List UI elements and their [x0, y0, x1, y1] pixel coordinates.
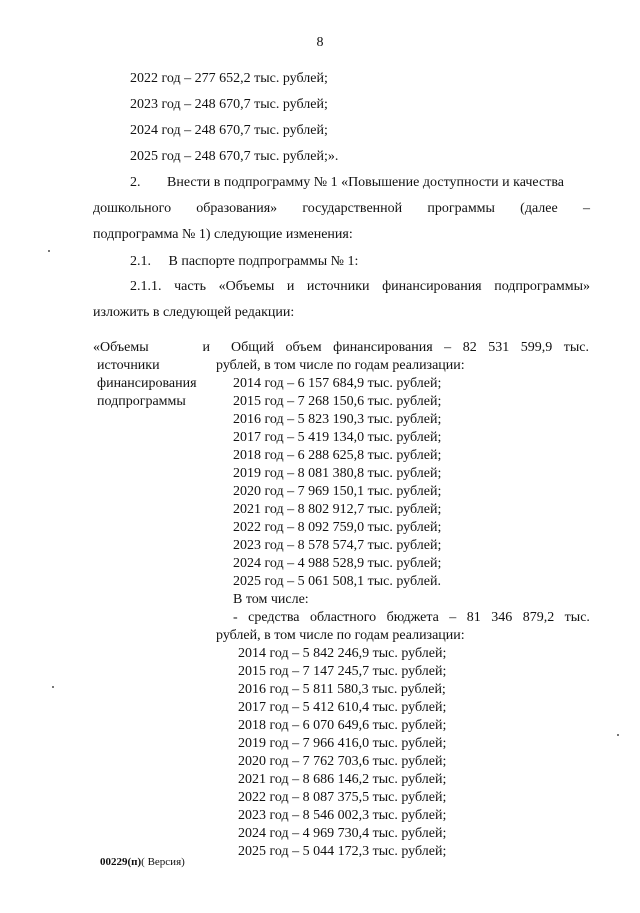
total-year-line: 2016 год – 5 823 190,3 тыс. рублей; [233, 412, 442, 427]
total-year-line: 2023 год – 8 578 574,7 тыс. рублей; [233, 538, 442, 553]
word: дошкольного [93, 201, 172, 216]
regional-year-line: 2014 год – 5 842 246,9 тыс. рублей; [238, 646, 447, 661]
word: источники [306, 279, 370, 294]
including-label: В том числе: [233, 592, 309, 607]
word: – [582, 201, 590, 216]
scan-speck [617, 734, 619, 736]
word: объем [285, 340, 322, 355]
regional-year-line: 2021 год – 8 686 146,2 тыс. рублей; [238, 772, 447, 787]
top-year-line: 2022 год – 277 652,2 тыс. рублей; [130, 71, 328, 86]
word: образования» [196, 201, 278, 216]
word: - [233, 610, 238, 625]
para211-line2: изложить в следующей редакции: [93, 305, 295, 320]
word: финансирования [333, 340, 433, 355]
page-number: 8 [316, 35, 324, 50]
regional-year-line: 2024 год – 4 969 730,4 тыс. рублей; [238, 826, 447, 841]
regional-line1 [233, 609, 590, 627]
footer-code [100, 856, 185, 868]
word: подпрограммы» [494, 279, 590, 294]
word: средства [248, 610, 300, 625]
regional-year-line: 2020 год – 7 762 703,6 тыс. рублей; [238, 754, 447, 769]
word: (далее [520, 201, 558, 216]
total-year-line: 2014 год – 6 157 684,9 тыс. рублей; [233, 376, 442, 391]
para21: 2.1. В паспорте подпрограммы № 1: [130, 254, 359, 269]
word: 531 [488, 340, 510, 355]
word: 599,9 [520, 340, 553, 355]
regional-year-line: 2016 год – 5 811 580,3 тыс. рублей; [238, 682, 446, 697]
total-year-line: 2021 год – 8 802 912,7 тыс. рублей; [233, 502, 442, 517]
regional-year-line: 2025 год – 5 044 172,3 тыс. рублей; [238, 844, 447, 859]
document-code: 00229(п) [100, 856, 142, 868]
word: бюджета [386, 610, 439, 625]
total-year-line: 2017 год – 5 419 134,0 тыс. рублей; [233, 430, 442, 445]
regional-line2: рублей, в том числе по годам реализации: [216, 628, 465, 643]
scan-speck [48, 250, 50, 252]
word: и [286, 279, 295, 294]
word: 82 [462, 340, 477, 355]
word: Общий [231, 340, 274, 355]
top-year-line: 2025 год – 248 670,7 тыс. рублей;». [130, 149, 339, 164]
para2-line3: подпрограмма № 1) следующие изменения: [93, 227, 353, 242]
total-year-line: 2022 год – 8 092 759,0 тыс. рублей; [233, 520, 442, 535]
word: «Объемы [218, 279, 275, 294]
total-year-line: 2025 год – 5 061 508,1 тыс. рублей. [233, 574, 441, 589]
top-year-line: 2023 год – 248 670,7 тыс. рублей; [130, 97, 328, 112]
regional-year-line: 2023 год – 8 546 002,3 тыс. рублей; [238, 808, 447, 823]
word: государственной [302, 201, 403, 216]
total-year-line: 2018 год – 6 288 625,8 тыс. рублей; [233, 448, 442, 463]
total-line2: рублей, в том числе по годам реализации: [216, 358, 465, 373]
para2-line2 [93, 200, 590, 218]
regional-year-line: 2019 год – 7 966 416,0 тыс. рублей; [238, 736, 447, 751]
word: и [202, 340, 210, 355]
left-label-line2: источники [97, 358, 160, 373]
left-label-line1 [93, 339, 210, 357]
regional-year-line: 2015 год – 7 147 245,7 тыс. рублей; [238, 664, 447, 679]
total-year-line: 2019 год – 8 081 380,8 тыс. рублей; [233, 466, 442, 481]
word: областного [309, 610, 377, 625]
total-year-line: 2020 год – 7 969 150,1 тыс. рублей; [233, 484, 442, 499]
regional-year-line: 2022 год – 8 087 375,5 тыс. рублей; [238, 790, 447, 805]
regional-year-line: 2017 год – 5 412 610,4 тыс. рублей; [238, 700, 447, 715]
left-label-line4: подпрограммы [97, 394, 186, 409]
word: – [449, 610, 457, 625]
scan-speck [52, 686, 54, 688]
word: 81 [466, 610, 481, 625]
version-label: ( Версия) [141, 856, 185, 868]
left-label-line3: финансирования [97, 376, 197, 391]
word: финансирования [382, 279, 482, 294]
word: часть [174, 279, 207, 294]
total-year-line: 2024 год – 4 988 528,9 тыс. рублей; [233, 556, 442, 571]
para2-line1: Внести в подпрограмму № 1 «Повышение доступности и качества [167, 175, 564, 190]
word: 2.1.1. [130, 279, 162, 294]
word: 346 [491, 610, 513, 625]
word: – [444, 340, 452, 355]
regional-year-line: 2018 год – 6 070 649,6 тыс. рублей; [238, 718, 447, 733]
word: программы [427, 201, 495, 216]
para2-number: 2. [130, 175, 141, 190]
total-line1 [231, 339, 589, 357]
word: «Объемы [93, 340, 149, 355]
word: тыс. [563, 340, 589, 355]
total-year-line: 2015 год – 7 268 150,6 тыс. рублей; [233, 394, 442, 409]
top-year-line: 2024 год – 248 670,7 тыс. рублей; [130, 123, 328, 138]
para211-line1 [130, 278, 590, 296]
word: 879,2 [522, 610, 555, 625]
word: тыс. [564, 610, 590, 625]
